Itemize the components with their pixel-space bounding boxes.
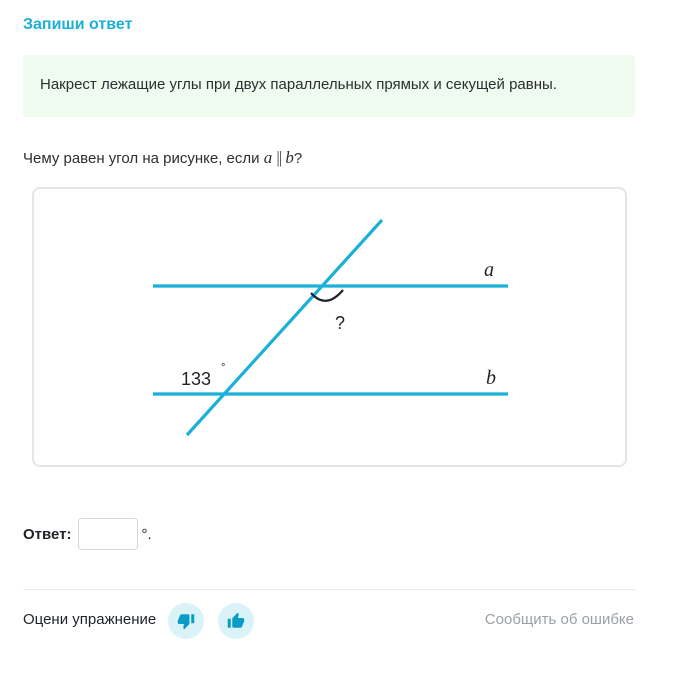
exercise-heading: Запиши ответ: [23, 16, 133, 33]
variable-a: a: [263, 148, 273, 167]
thumbs-up-icon: [227, 612, 245, 630]
thumbs-up-button[interactable]: [218, 603, 254, 639]
thumbs-down-button[interactable]: [168, 603, 204, 639]
hint-box: [23, 55, 635, 117]
question-suffix: ?: [293, 150, 303, 167]
label-a: a: [484, 259, 494, 281]
degree-mark: °: [221, 362, 226, 374]
answer-input[interactable]: [78, 518, 138, 550]
variable-b: b: [285, 148, 294, 167]
answer-label: Ответ:: [23, 525, 72, 543]
geometry-figure: [32, 187, 627, 467]
answer-unit: °.: [141, 525, 152, 543]
report-error-link[interactable]: Сообщить об ошибке: [484, 611, 634, 628]
unknown-angle-label: ?: [335, 313, 346, 333]
given-angle-label: 133: [181, 369, 212, 389]
rate-label: Оцени упражнение: [23, 611, 157, 628]
transversal-line: [187, 220, 382, 435]
label-b: b: [486, 367, 496, 389]
question-prefix: Чему равен угол на рисунке, если: [23, 150, 264, 167]
question-text: [23, 148, 302, 168]
divider: [23, 589, 635, 590]
figure-canvas: [34, 189, 629, 469]
parallel-symbol: ||: [276, 148, 282, 167]
thumbs-down-icon: [177, 612, 195, 630]
answer-row: [23, 518, 152, 550]
hint-text: Накрест лежащие углы при двух параллельных прямых и секущей равны.: [40, 76, 557, 93]
